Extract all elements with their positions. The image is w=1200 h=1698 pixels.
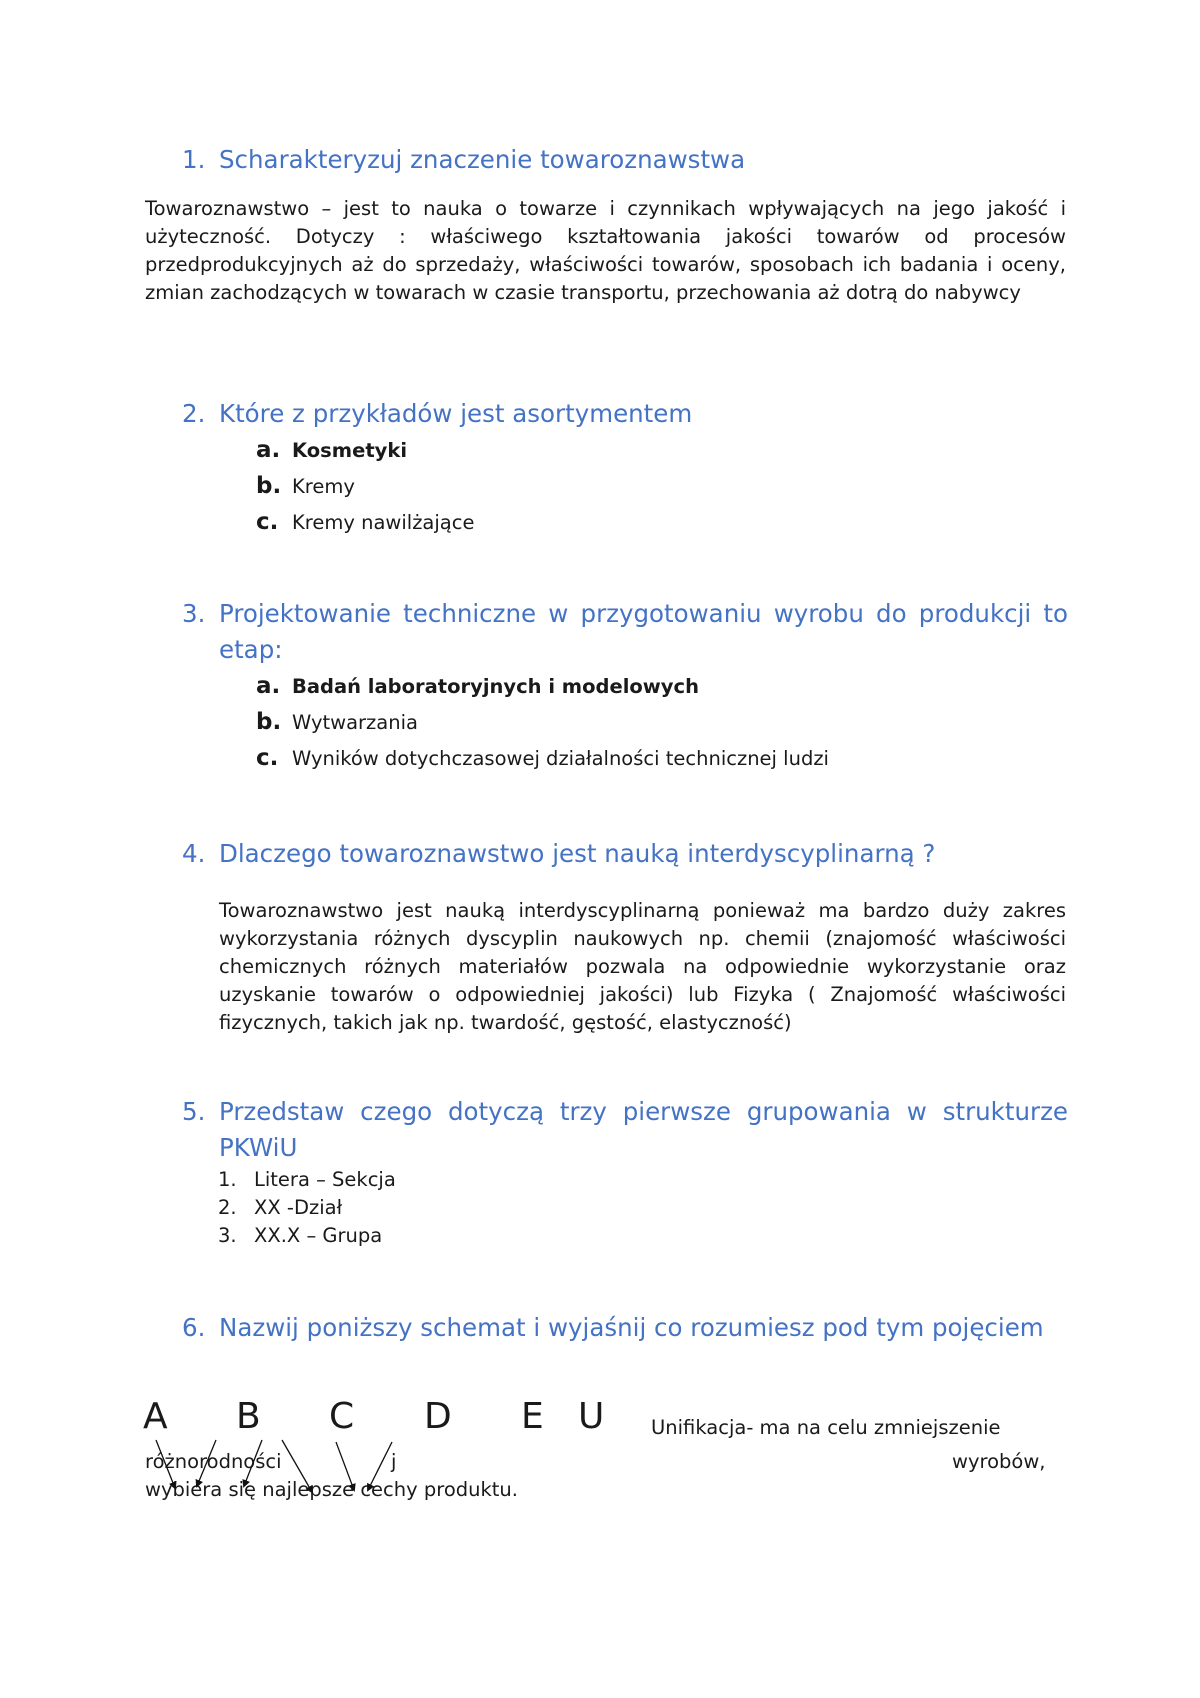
option-letter: a. — [256, 437, 281, 463]
q2-number: 2. — [182, 399, 206, 428]
q5-title: Przedstaw czego dotyczą trzy pierwsze grupowania w strukturze PKWiU — [219, 1097, 1068, 1162]
arrow-e — [336, 1442, 354, 1490]
q3-title: Projektowanie techniczne w przygotowaniu wyrobu do produkcji to etap: — [219, 599, 1068, 664]
option-letter: c. — [256, 509, 279, 535]
q2-title: Które z przykładów jest asortymentem — [219, 399, 693, 428]
schema-letter-c: C — [329, 1396, 355, 1437]
q3-number: 3. — [182, 599, 206, 628]
item-text: XX.X – Grupa — [254, 1224, 383, 1247]
item-text: XX -Dział — [254, 1196, 343, 1219]
q4-number: 4. — [182, 839, 206, 868]
item-text: Litera – Sekcja — [254, 1168, 396, 1191]
q6-answer-line1: Unifikacja- ma na celu zmniejszenie — [651, 1416, 1001, 1439]
option-label: Kosmetyki — [292, 439, 408, 462]
option-letter: c. — [256, 745, 279, 771]
option-label: Wyników dotychczasowej działalności technicznej ludzi — [292, 747, 829, 770]
arrow-u — [368, 1442, 392, 1490]
q4-title: Dlaczego towaroznawstwo jest nauką interdyscyplinarną ? — [219, 839, 936, 868]
q1-number: 1. — [182, 145, 206, 174]
option-letter: b. — [256, 709, 282, 735]
schema-letter-b: B — [236, 1396, 261, 1437]
arrow-c — [244, 1440, 262, 1486]
q1-title: Scharakteryzuj znaczenie towaroznawstwa — [219, 145, 746, 174]
option-label: Kremy nawilżające — [292, 511, 475, 534]
q5-number: 5. — [182, 1097, 206, 1126]
schema-letter-e: E — [521, 1396, 544, 1437]
option-label: Badań laboratoryjnych i modelowych — [292, 675, 699, 698]
option-label: Wytwarzania — [292, 711, 418, 734]
q6-answer-line2-end: wyrobów, — [952, 1450, 1046, 1473]
arrow-b — [197, 1440, 216, 1486]
q6-answer-line2-mid: j — [391, 1450, 397, 1473]
q6-answer-line2-start: różnorodności — [145, 1450, 282, 1473]
q4-answer: Towaroznawstwo jest nauką interdyscyplinarną ponieważ ma bardzo duży zakres wykorzystania różnych dyscyplin naukowych np. chemii (znajomość właściwości chemicznych różnych materiałów pozwala na odpowiednie wykorzystanie oraz uzyskanie towarów o odpowiedniej jakości) lub Fizyka ( Znajomość właściwości fizycznych, takich jak np. twardość, gęstość, elastyczność) — [219, 899, 1066, 1034]
option-label: Kremy — [292, 475, 355, 498]
q6-number: 6. — [182, 1313, 206, 1342]
q1-answer: Towaroznawstwo – jest to nauka o towarze i czynnikach wpływających na jego jakość i użyteczność. Dotyczy : właściwego kształtowania jakości towarów od procesów przedprodukcyjnych aż do sprzedaży, właściwości towarów, sposobach ich badania i oceny, zmian zachodzących w towarach w czasie transportu, przechowania aż dotrą do nabywcy — [145, 197, 1066, 304]
option-letter: b. — [256, 473, 282, 499]
item-number: 1. — [218, 1168, 237, 1191]
item-number: 3. — [218, 1224, 237, 1247]
q6-title: Nazwij poniższy schemat i wyjaśnij co rozumiesz pod tym pojęciem — [219, 1313, 1044, 1342]
schema-letter-u: U — [578, 1396, 605, 1437]
arrow-d — [282, 1440, 312, 1492]
option-letter: a. — [256, 673, 281, 699]
arrow-a — [156, 1440, 175, 1488]
q6-answer-line3: wybiera się najlepsze cechy produktu. — [145, 1478, 518, 1501]
item-number: 2. — [218, 1196, 237, 1219]
schema-letter-a: A — [143, 1396, 168, 1437]
schema-letter-d: D — [424, 1396, 452, 1437]
